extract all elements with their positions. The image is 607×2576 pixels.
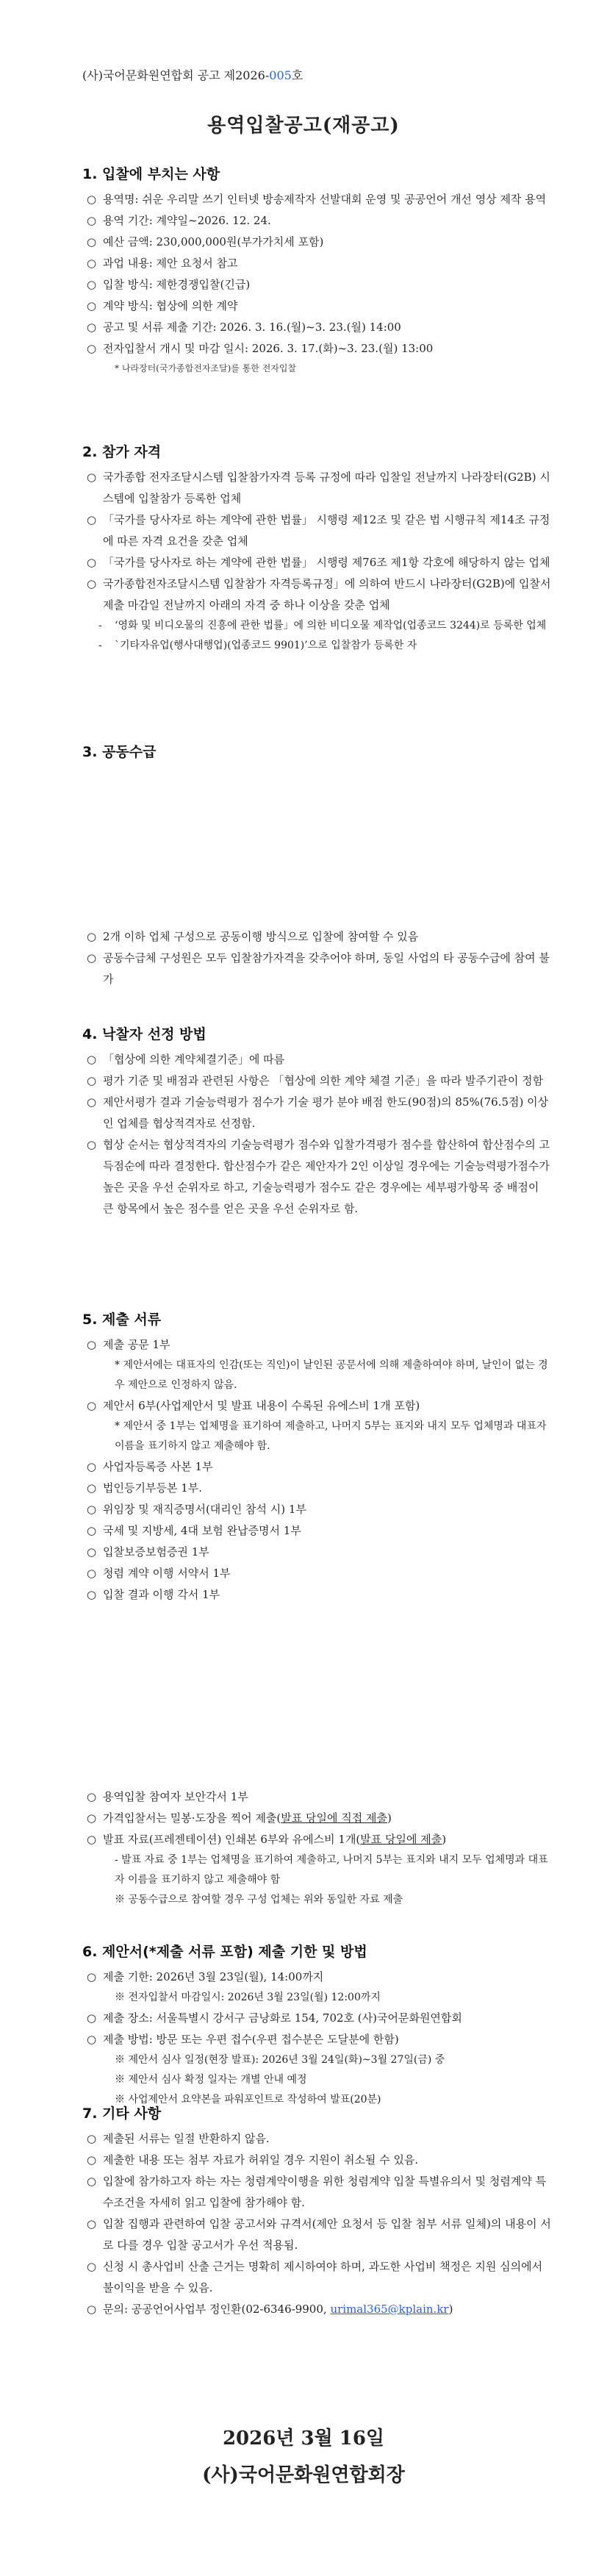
s5-note: * 제안서 중 1부는 업체명을 표기하여 제출하고, 나머지 5부는 표지와 내지 모두 업체명과 대표자 이름을 표기하지 않고 제출해야 함. — [115, 1420, 547, 1452]
s5-item: ○ 입찰 결과 이행 각서 1부 — [87, 1588, 220, 1601]
s6-note: ※ 전자입찰서 마감일시: 2026년 3월 23일(월) 12:00까지 — [115, 1992, 381, 2003]
s7-item: ○ 제출된 서류는 일절 반환하지 않음. — [87, 2132, 270, 2145]
section-6 — [82, 1941, 553, 2110]
section-3 — [82, 926, 553, 990]
s2-item: ○ 국가종합 전자조달시스템 입찰참가자격 등록 규정에 따라 입찰일 전날까지 나라장터(G2B) 시스템에 입찰참가 등록한 업체 — [87, 471, 550, 505]
s7-item: ○ 입찰 집행과 관련하여 입찰 공고서와 규격서(제안 요청서 등 입찰 첨부 서류 일체)의 내용이 서로 다를 경우 입찰 공고서가 우선 적용됨. — [87, 2217, 551, 2252]
s6-note: ※ 제안서 심사 일정(현장 발표): 2026년 3월 24일(화)~3월 27일(금) 중 — [115, 2054, 445, 2066]
notice-number — [82, 66, 303, 83]
section-2 — [82, 441, 553, 656]
section-5 — [82, 1309, 553, 1606]
s6-note: ※ 사업제안서 요약본을 파워포인트로 작성하여 발표(20분) — [115, 2094, 381, 2105]
s2-item: ○ 「국가를 당사자로 하는 계약에 관한 법률」 시행령 제12조 및 같은 법 시행규칙 제14조 규정에 따른 자격 요건을 갖춘 업체 — [87, 513, 550, 548]
section-1-title: 1. 입찰에 부치는 사항 — [82, 166, 220, 182]
s3-item: ○ 2개 이하 업체 구성으로 공동이행 방식으로 입찰에 참여할 수 있음 — [87, 930, 419, 943]
s4-item: ○ 「협상에 의한 계약체결기준」에 따름 — [87, 1053, 285, 1066]
s1-note: * 나라장터(국가종합전자조달)를 통한 전자입찰 — [115, 363, 297, 373]
s5-item: ○ 용역입찰 참여자 보안각서 1부 — [87, 1790, 248, 1803]
s6-note: ※ 제안서 심사 확정 일자는 개별 안내 예정 — [115, 2074, 307, 2086]
document-title: 용역입찰공고(재공고) — [207, 115, 400, 137]
s5-note: ※ 공동수급으로 참여할 경우 구성 업체는 위와 동일한 자료 제출 — [115, 1894, 403, 1906]
s7-item: ○ 신청 시 총사업비 산출 근거는 명확히 제시하여야 하며, 과도한 사업비 책정은 지원 심의에서 불이익을 받을 수 있음. — [87, 2260, 543, 2294]
s5-item: ○ 법인등기부등본 1부. — [87, 1481, 203, 1495]
s1-item: ○ 용역명: 쉬운 우리말 쓰기 인터넷 방송제작자 선발대회 운영 및 공공언어 개선 영상 제작 용역 — [87, 193, 547, 206]
s7-item: ○ 입찰에 참가하고자 하는 자는 청렴계약이행을 위한 청렴계약 입찰 특별유의서 및 청렴계약 특수조건을 자세히 읽고 입찰에 참가해야 함. — [87, 2175, 547, 2209]
footer-date: 2026년 3월 16일 — [222, 2427, 385, 2450]
s6-item: ○ 제출 방법: 방문 또는 우편 접수(우편 접수분은 도달분에 한함) — [87, 2033, 399, 2046]
s1-item: ○ 용역 기간: 계약일~2026. 12. 24. — [87, 214, 271, 227]
section-4 — [82, 1023, 553, 1220]
s1-item: ○ 전자입찰서 개시 및 마감 일시: 2026. 3. 17.(화)~3. 23.(월) 13:00 — [87, 342, 434, 355]
section-6-title: 6. 제안서(*제출 서류 포함) 제출 기한 및 방법 — [82, 1944, 367, 1960]
s6-item: ○ 제출 장소: 서울특별시 강서구 금낭화로 154, 702호 (사)국어문화원연합회 — [87, 2011, 462, 2025]
s6-item: ○ 제출 기한: 2026년 3월 23일(월), 14:00까지 — [87, 1970, 324, 1983]
s2-sub: - ‘영화 및 비디오물의 진흥에 관한 법률」에 의한 비디오물 제작업(업종코드 3244)로 등록한 업체 — [98, 620, 547, 632]
section-3-title: 3. 공동수급 — [82, 744, 157, 760]
s5-item: ○ 국세 및 지방세, 4대 보험 완납증명서 1부 — [87, 1524, 301, 1537]
s5-item: ○ 제출 공문 1부 — [87, 1338, 170, 1351]
s5-item: ○ 제안서 6부(사업제안서 및 발표 내용이 수록된 유에스비 1개 포함) — [87, 1399, 420, 1412]
s5-item-price: ○ 가격입찰서는 밀봉·도장을 찍어 제출(발표 당일에 직접 제출) — [87, 1811, 392, 1825]
notice-prefix: (사)국어문화원연합회 공고 제2026- — [82, 68, 270, 82]
section-2-title: 2. 참가 자격 — [82, 444, 162, 460]
s1-item: ○ 입찰 방식: 제한경쟁입찰(긴급) — [87, 278, 251, 291]
section-7-title: 7. 기타 사항 — [82, 2105, 162, 2122]
s7-item: ○ 제출한 내용 또는 첨부 자료가 허위일 경우 지원이 취소될 수 있음. — [87, 2153, 419, 2167]
s4-item: ○ 평가 기준 및 배점과 관련된 사항은 「협상에 의한 계약 체결 기준」을 따라 발주기관이 정함 — [87, 1074, 544, 1087]
s1-item: ○ 예산 금액: 230,000,000원(부가가치세 포함) — [87, 235, 324, 248]
section-3-title-block — [82, 741, 553, 767]
contact-email-link[interactable]: urimal365@kplain.kr — [330, 2303, 449, 2316]
s5-item: ○ 청렴 계약 이행 서약서 1부 — [87, 1567, 231, 1580]
s5-item: ○ 위임장 및 재직증명서(대리인 참석 시) 1부 — [87, 1503, 306, 1516]
notice-suffix: 호 — [291, 68, 304, 82]
s5-note: * 제안서에는 대표자의 인감(또는 직인)이 날인된 공문서에 의해 제출하여야 하며, 날인이 없는 경우 제안으로 인정하지 않음. — [115, 1359, 548, 1391]
s5-item-presentation: ○ 발표 자료(프레젠테이션) 인쇄본 6부와 유에스비 1개(발표 당일에 제출) — [87, 1833, 447, 1846]
s2-item: ○ 국가종합전자조달시스템 입찰참가 자격등록규정」에 의하여 반드시 나라장터(G2B)에 입찰서 제출 마감일 전날까지 아래의 자격 중 하나 이상을 갖춘 업체 — [87, 577, 551, 612]
s5-item: ○ 사업자등록증 사본 1부 — [87, 1460, 213, 1473]
section-4-title: 4. 낙찰자 선정 방법 — [82, 1026, 206, 1042]
s2-item: ○ 「국가를 당사자로 하는 계약에 관한 법률」 시행령 제76조 제1항 각호에 해당하지 않는 업체 — [87, 556, 550, 569]
s5-item: ○ 입찰보증보험증권 1부 — [87, 1545, 209, 1559]
s2-sub: - `기타자유업(행사대행업)(업종코드 9901)’으로 입찰참가 등록한 자 — [98, 640, 417, 651]
s1-item: ○ 계약 방식: 협상에 의한 계약 — [87, 299, 238, 312]
s5-note: - 발표 자료 중 1부는 업체명을 표기하여 제출하고, 나머지 5부는 표지와 내지 모두 업체명과 대표자 이름을 표기하지 않고 제출해야 함 — [115, 1854, 548, 1886]
s4-item: ○ 제안서평가 결과 기술능력평가 점수가 기술 평가 분야 배점 한도(90점)의 85%(76.5점) 이상인 업체를 협상적격자로 선정함. — [87, 1095, 549, 1130]
section-7 — [82, 2103, 553, 2320]
footer-org: (사)국어문화원연합회장 — [202, 2464, 405, 2486]
section-5-cont — [82, 1786, 553, 1910]
notice-number-highlight: 005 — [269, 68, 292, 82]
s7-contact: ○ 문의: 공공언어사업부 정인환(02-6346-9900, urimal365@kplain.kr) — [87, 2303, 453, 2316]
s4-item: ○ 협상 순서는 협상적격자의 기술능력평가 점수와 입찰가격평가 점수를 합산하여 합산점수의 고득점순에 따라 결정한다. 합산점수가 같은 제안자가 2인 이상일 경우에는 기술능력평가점수가 높은 곳을 우선 순위자로 하고, 기술능력평가 점수도 같은 경우에는 세부평가항목 중 배점이 큰 항목에서 높은 점수를 얻은 곳을 우선 순위자로 함. — [87, 1138, 550, 1215]
s3-item: ○ 공동수급체 구성원은 모두 입찰참가자격을 갖추어야 하며, 동일 사업의 타 공동수급에 참여 불가 — [87, 951, 550, 986]
s1-item: ○ 공고 및 서류 제출 기간: 2026. 3. 16.(월)~3. 23.(월) 14:00 — [87, 321, 401, 334]
section-1 — [82, 163, 553, 377]
s1-item: ○ 과업 내용: 제안 요청서 참고 — [87, 257, 238, 270]
section-5-title: 5. 제출 서류 — [82, 1312, 162, 1328]
